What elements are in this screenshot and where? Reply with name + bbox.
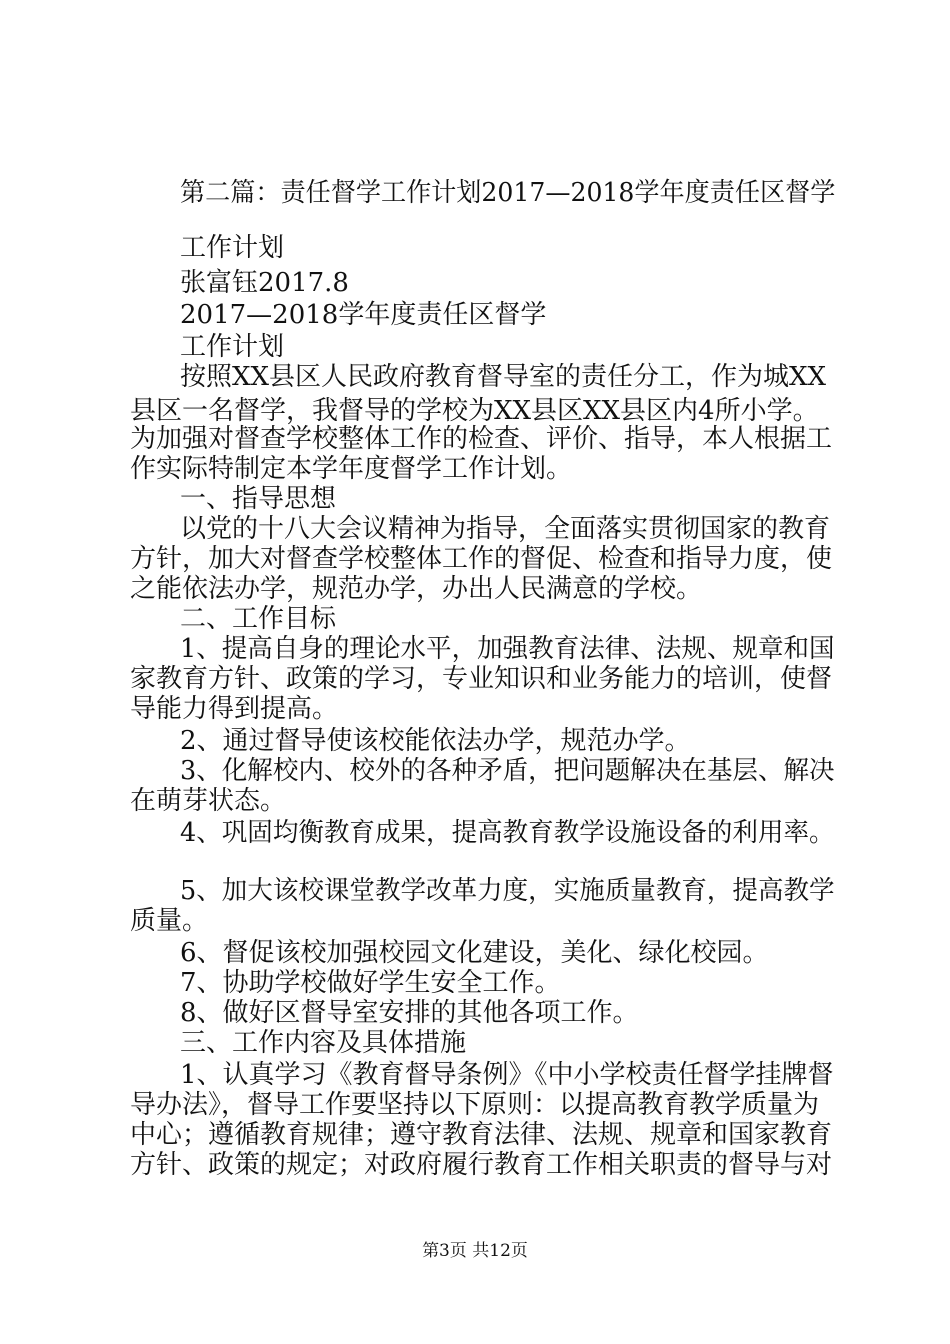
page-footer: 第3页 共12页: [422, 1241, 528, 1261]
document-title-line-1: 第二篇：责任督学工作计划2017—2018学年度责任区督学: [180, 178, 836, 208]
body-line: 2、通过督导使该校能依法办学，规范办学。: [180, 726, 691, 756]
author-date-line: 张富钰2017.8: [180, 268, 349, 298]
subtitle-line-1: 2017—2018学年度责任区督学: [180, 300, 547, 330]
body-line: 6、督促该校加强校园文化建设，美化、绿化校园。: [180, 938, 769, 968]
body-line: 导办法》，督导工作要坚持以下原则：以提高教育教学质量为: [130, 1090, 820, 1120]
body-line: 在萌芽状态。: [130, 786, 287, 816]
body-line: 方针，加大对督查学校整体工作的督促、检查和指导力度，使: [130, 544, 833, 574]
body-line: 1、提高自身的理论水平，加强教育法律、法规、规章和国: [180, 634, 835, 664]
section-heading: 三、工作内容及具体措施: [180, 1028, 467, 1058]
section-heading: 二、工作目标: [180, 604, 337, 634]
body-line: 7、协助学校做好学生安全工作。: [180, 968, 561, 998]
body-line: 按照XX县区人民政府教育督导室的责任分工，作为城XX: [180, 362, 827, 392]
body-line: 之能依法办学，规范办学，办出人民满意的学校。: [130, 574, 703, 604]
document-title-line-2: 工作计划: [180, 233, 285, 263]
body-line: 1、认真学习《教育督导条例》《中小学校责任督学挂牌督: [180, 1060, 834, 1090]
body-line: 质量。: [130, 906, 209, 936]
body-line: 中心；遵循教育规律；遵守教育法律、法规、规章和国家教育: [130, 1120, 833, 1150]
subtitle-line-2: 工作计划: [180, 332, 285, 362]
body-line: 方针、政策的规定；对政府履行教育工作相关职责的督导与对: [130, 1150, 833, 1180]
body-line: 家教育方针、政策的学习，专业知识和业务能力的培训，使督: [130, 664, 833, 694]
body-line: 县区一名督学，我督导的学校为XX县区XX县区内4所小学。: [130, 396, 819, 426]
body-line: 作实际特制定本学年度督学工作计划。: [130, 454, 573, 484]
body-line: 3、化解校内、校外的各种矛盾，把问题解决在基层、解决: [180, 756, 835, 786]
section-heading: 一、指导思想: [180, 484, 337, 514]
body-line: 以党的十八大会议精神为指导，全面落实贯彻国家的教育: [180, 514, 831, 544]
body-line: 导能力得到提高。: [130, 694, 339, 724]
body-line: 8、做好区督导室安排的其他各项工作。: [180, 998, 639, 1028]
body-line: 为加强对督查学校整体工作的检查、评价、指导，本人根据工: [130, 424, 833, 454]
body-line: 5、加大该校课堂教学改革力度，实施质量教育，提高教学: [180, 876, 835, 906]
body-line: 4、巩固均衡教育成果，提高教育教学设施设备的利用率。: [180, 818, 835, 848]
